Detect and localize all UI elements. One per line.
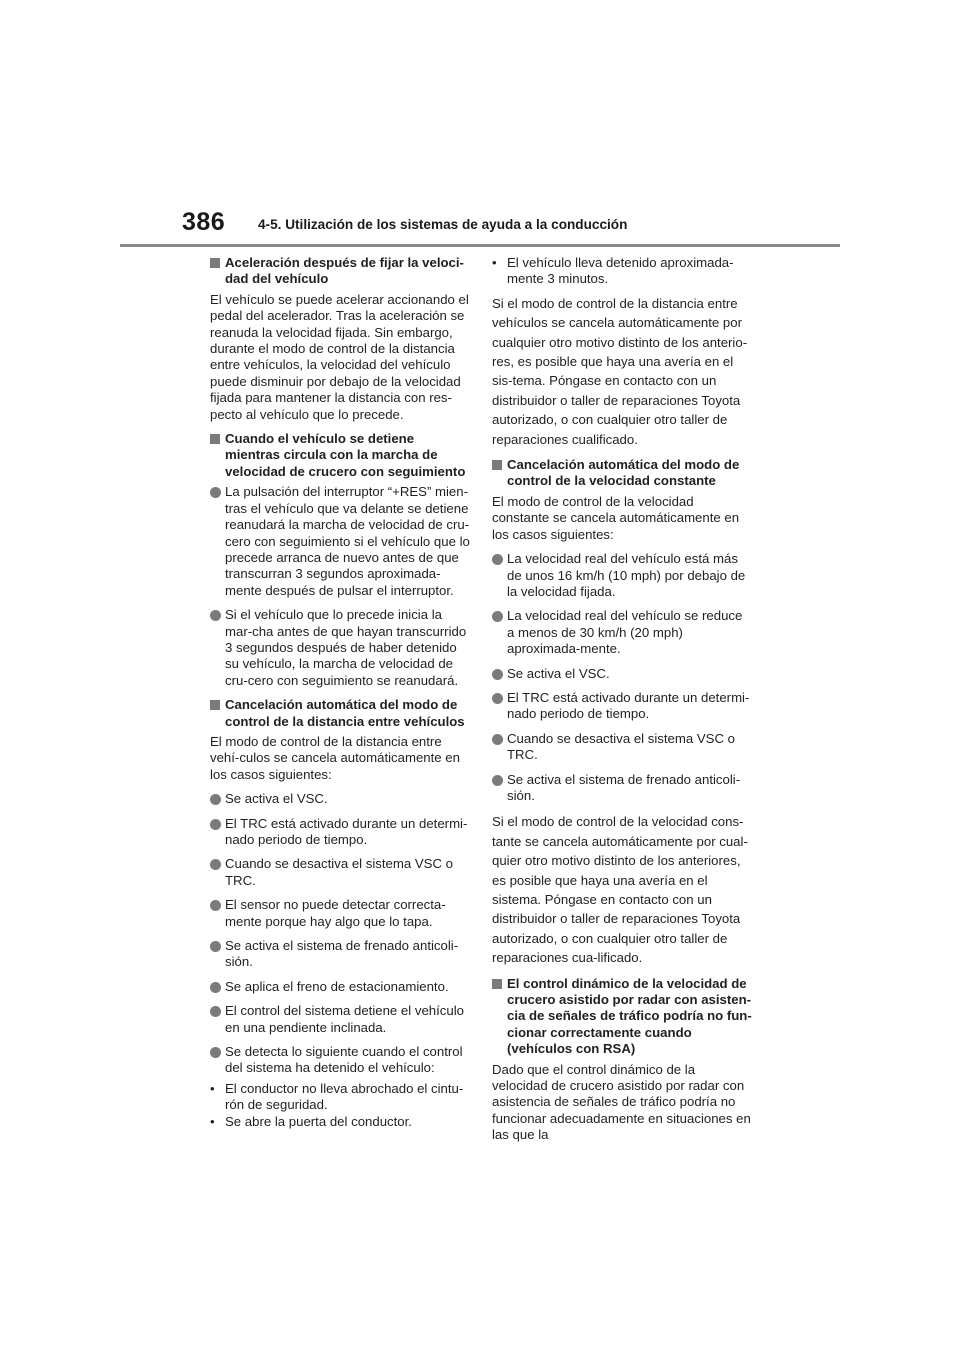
dot-marker: • [492,255,497,270]
list-item [210,816,470,849]
circle-bullet-icon [210,941,221,952]
circle-bullet-icon [492,775,503,786]
circle-bullet-icon [210,487,221,498]
list-item [492,608,752,657]
list-item [492,551,752,600]
list-item-text: Se aplica el freno de estacionamiento. [225,978,449,994]
paragraph: Si el modo de control de la velocidad cons-tante se cancela automáticamente por cual-quier otro motivo distinto de los anteriores, es posible que haya una avería en el sistema. Póngase en contacto con un distribuidor o taller de reparaciones Toyota autorizado, o con cualquier otro taller de reparaciones cua-lificado. [492,814,748,966]
sub-list-item-text: El conductor no lleva abrochado el cintu-rón de seguridad. [225,1080,464,1113]
list-item [210,979,470,995]
heading-text: Aceleración después de fijar la veloci-dad del vehículo [225,255,464,287]
sub-list-item [210,1081,470,1114]
list-item-text: La velocidad real del vehículo se reduce a menos de 30 km/h (20 mph) aproximada-mente. [507,608,743,657]
circle-bullet-icon [492,554,503,565]
square-bullet-icon [492,460,502,470]
heading-speed-cancel [492,457,752,490]
paragraph: El modo de control de la velocidad constante se cancela automáticamente en los casos siguientes: [492,493,740,542]
heading-rsa-limitation [492,976,752,1058]
list-item [492,690,752,723]
paragraph: Dado que el control dinámico de la velocidad de crucero asistido por radar con asistencia de señales de tráfico podría no funcionar adecuadamente en situaciones en las que la [492,1061,751,1143]
list-item [492,772,752,805]
list-item-text: Se detecta lo siguiente cuando el control del sistema ha detenido el vehículo: [225,1044,463,1076]
list-item-text: Se activa el sistema de frenado anticoli-sión. [507,771,741,803]
heading-acceleration [210,255,470,288]
page-number: 386 [182,208,226,236]
heading-text: Cancelación automática del modo de control de la velocidad constante [507,457,740,489]
heading-text: El control dinámico de la velocidad de crucero asistido por radar con asisten-cia de señales de tráfico podría no fun-cionar correctamente cuando (vehículos con RSA) [507,975,752,1057]
list-item-text: El TRC está activado durante un determi-nado periodo de tiempo. [225,815,468,847]
list-item-text: Cuando se desactiva el sistema VSC o TRC. [225,856,453,888]
list-item-text: Se activa el VSC. [507,665,610,681]
square-bullet-icon [210,434,220,444]
circle-bullet-icon [492,669,503,680]
circle-bullet-icon [492,734,503,745]
square-bullet-icon [210,258,220,268]
list-item [210,607,470,689]
paragraph: El vehículo se puede acelerar accionando el pedal del acelerador. Tras la aceleración se reanuda la velocidad fijada. Sin embargo, durante el modo de control de la distancia entre vehículos, la velocidad del vehículo puede disminuir por debajo de la velocidad fijada para mantener la distancia con res-pecto al vehículo que lo precede. [210,291,469,422]
square-bullet-icon [210,700,220,710]
circle-bullet-icon [210,900,221,911]
list-item [210,938,470,971]
list-item [210,1044,470,1077]
list-item [210,484,470,599]
list-item-text: Se activa el sistema de frenado anticoli-sión. [225,938,459,970]
circle-bullet-icon [492,693,503,704]
list-item-text: La pulsación del interruptor “+RES” mien-tras el vehículo que va delante se detiene reanudará la marcha de velocidad de cru-cero con seguimiento si el vehículo que lo precede arranca de nuevo antes de que transcurran 3 segundos aproximada-mente después de pulsar el interruptor. [225,484,470,598]
list-item-text: El TRC está activado durante un determi-nado periodo de tiempo. [507,689,750,722]
circle-bullet-icon [492,611,503,622]
list-item [210,1003,470,1036]
paragraph: Si el modo de control de la distancia entre vehículos se cancela automáticamente por cualquier otro motivo distinto de los anterio-res, es posible que haya una avería en el sis-tema. Póngase en contacto con un distribuidor o taller de reparaciones Toyota autorizado, o con cualquier otro taller de reparaciones cualificado. [492,295,748,447]
heading-distance-cancel [210,697,470,730]
list-item-text: Cuando se desactiva el sistema VSC o TRC. [507,730,735,763]
header-divider [120,244,840,247]
section-title: 4-5. Utilización de los sistemas de ayuda a la conducción [258,217,628,232]
square-bullet-icon [492,979,502,989]
right-column [492,255,752,1152]
list-item [210,856,470,889]
sub-list-item-text: El vehículo lleva detenido aproximada-mente 3 minutos. [507,255,734,287]
list-item-text: El sensor no puede detectar correcta-mente porque hay algo que lo tapa. [225,897,446,929]
circle-bullet-icon [210,819,221,830]
paragraph: El modo de control de la distancia entre vehí-culos se cancela automáticamente en los casos siguientes: [210,733,460,782]
heading-vehicle-stops [210,431,470,480]
list-item [492,666,752,682]
list-item-text: Si el vehículo que lo precede inicia la mar-cha antes de que hayan transcurrido 3 segundos después de haber detenido su vehículo, la marcha de velocidad de cru-cero con seguimiento se reanudará. [225,607,467,688]
sub-list-item [210,1114,470,1130]
circle-bullet-icon [210,794,221,805]
circle-bullet-icon [210,1006,221,1017]
list-item [210,897,470,930]
left-column [210,255,470,1130]
sub-list-item [492,255,752,288]
list-item [492,731,752,764]
list-item-text: La velocidad real del vehículo está más de unos 16 km/h (10 mph) por debajo de la velocidad fijada. [507,551,746,599]
heading-text: Cancelación automática del modo de control de la distancia entre vehículos [225,697,465,729]
list-item-text: El control del sistema detiene el vehículo en una pendiente inclinada. [225,1003,464,1035]
dot-marker: • [210,1113,215,1129]
sub-list-item-text: Se abre la puerta del conductor. [225,1113,412,1129]
list-item-text: Se activa el VSC. [225,791,328,807]
circle-bullet-icon [210,1047,221,1058]
list-item [210,791,470,807]
heading-text: Cuando el vehículo se detiene mientras circula con la marcha de velocidad de crucero con seguimiento [225,431,466,479]
sub-list [210,1081,470,1130]
circle-bullet-icon [210,859,221,870]
dot-marker: • [210,1080,215,1096]
circle-bullet-icon [210,610,221,621]
circle-bullet-icon [210,982,221,993]
